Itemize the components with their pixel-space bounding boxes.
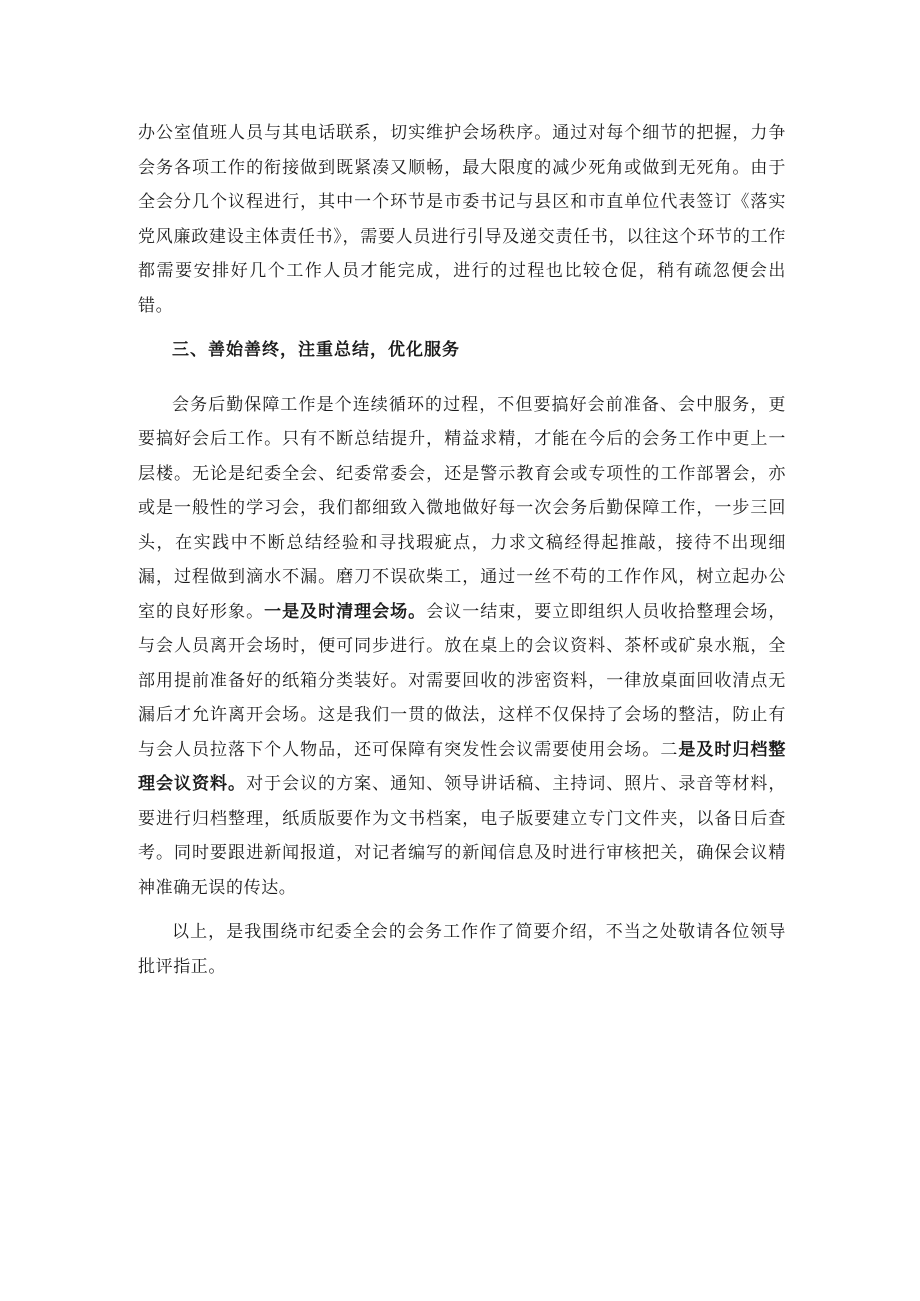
point-two-text: 对于会议的方案、通知、领导讲话稿、主持词、照片、录音等材料，要进行归档整理，纸质版要作为文书档案，电子版要建立专门文件夹，以备日后查考。同时要跟进新闻报道，对记者编写的新闻信息及时进行审核把关，确保会议精神准确无误的传达。 (138, 774, 787, 898)
paragraph-intro-text: 会务后勤保障工作是个连续循环的过程，不但要搞好会前准备、会中服务，更要搞好会后工作。只有不断总结提升，精益求精，才能在今后的会务工作中更上一层楼。无论是纪委全会、纪委常委会，还是警示教育会或专项性的工作部署会，亦或是一般性的学习会，我们都细致入微地做好每一次会务后勤保障工作，一步三回头，在实践中不断总结经验和寻找瑕疵点，力求文稿经得起推敲，接待不出现细漏，过程做到滴水不漏。磨刀不误砍柴工，通过一丝不苟的工作作风，树立起办公室的良好形象。 (138, 394, 786, 622)
paragraph-continued: 办公室值班人员与其电话联系，切实维护会场秩序。通过对每个细节的把握，力争会务各项工作的衔接做到既紧凑又顺畅，最大限度的减少死角或做到无死角。由于全会分几个议程进行，其中一个环节是市委书记与县区和市直单位代表签订《落实党风廉政建设主体责任书》，需要人员进行引导及递交责任书，以往这个环节的工作都需要安排好几个工作人员才能完成，进行的过程也比较仓促，稍有疏忽便会出错。 (138, 123, 786, 316)
section-heading-3: 三、善始善终，注重总结，优化服务 (172, 340, 460, 360)
document-body (138, 116, 786, 984)
bold-point-two: 是及时归档整理会议资料。 (138, 739, 786, 794)
point-one-text: 会议一结束，要立即组织人员收拾整理会场，与会人员离开会场时，便可同步进行。放在桌上的会议资料、茶杯或矿泉水瓶，全部用提前准备好的纸箱分类装好。对需要回收的涉密资料，一律放桌面回收清点无漏后才允许离开会场。这是我们一贯的做法，这样不仅保持了会场的整洁，防止有与会人员拉落下个人物品，还可保障有突发性会议需要使用会场。 (138, 601, 786, 760)
bold-point-one: 一是及时清理会场。 (264, 601, 427, 622)
paragraph-closing: 以上，是我围绕市纪委全会的会务工作作了简要介绍，不当之处敬请各位领导批评指正。 (138, 922, 786, 977)
point-two-prefix: 二 (660, 739, 679, 760)
paragraph-post-meeting-work (138, 388, 786, 906)
